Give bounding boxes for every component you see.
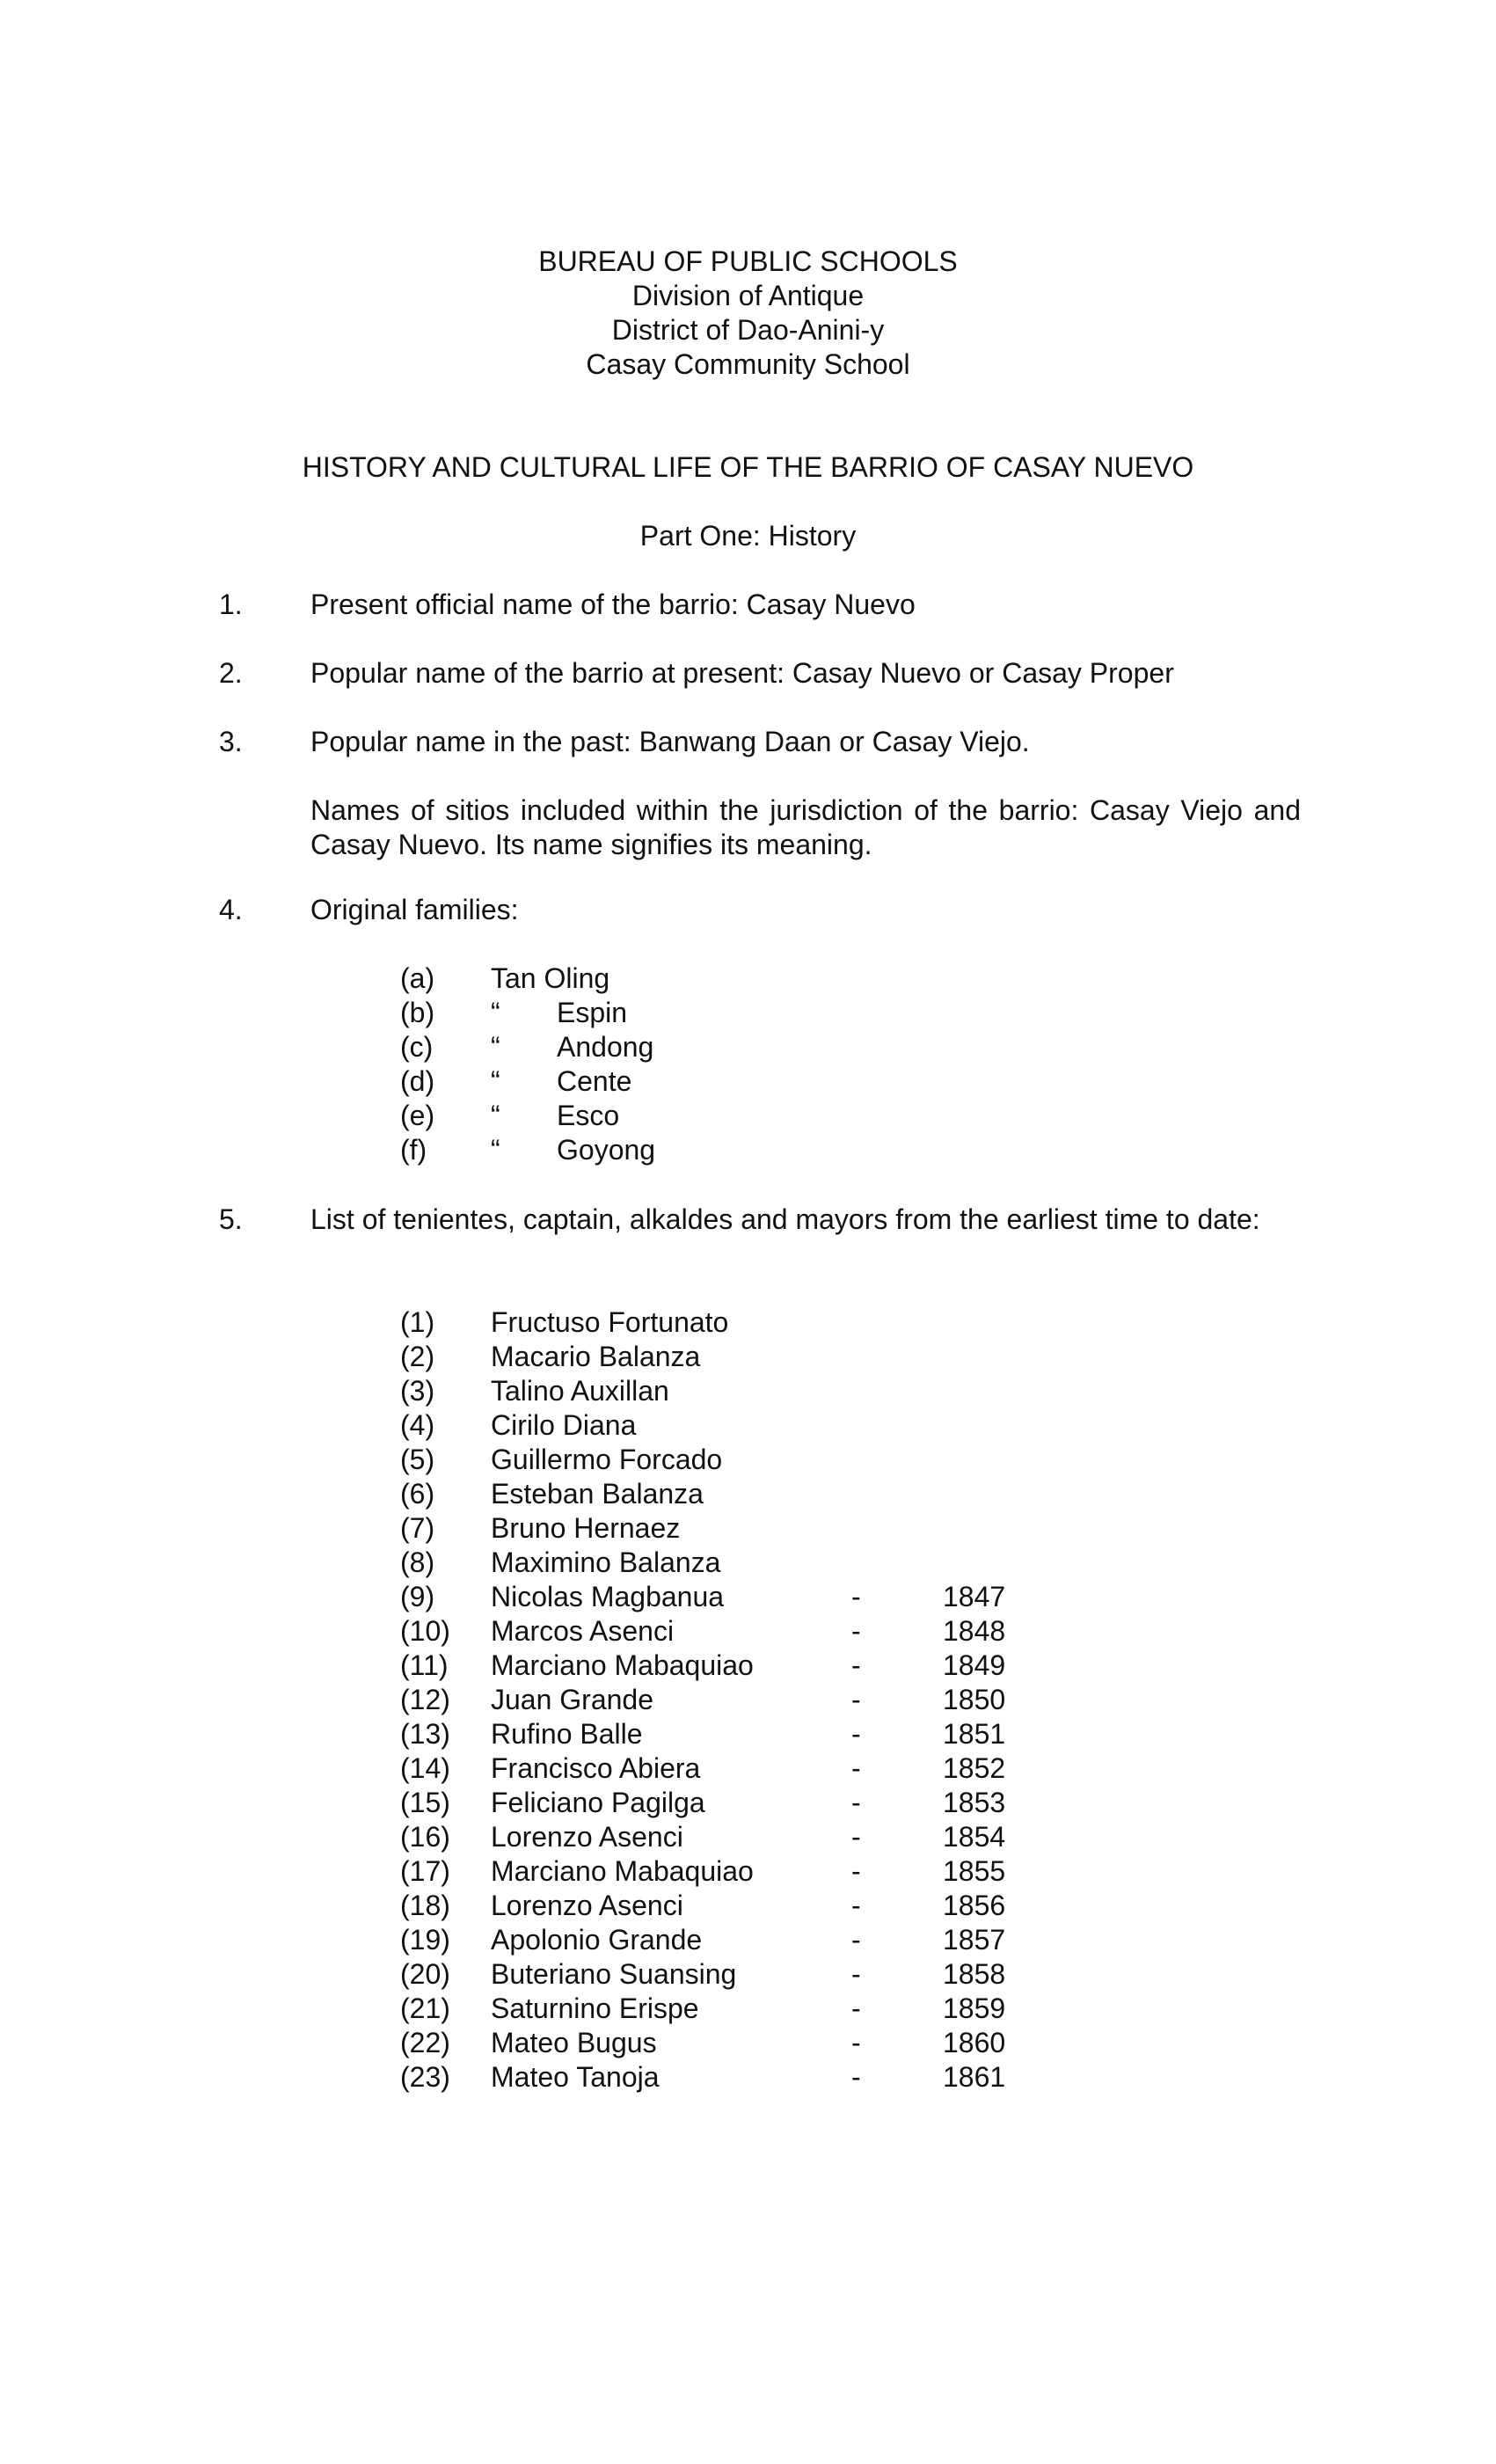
official-name: Lorenzo Asenci <box>491 1821 683 1853</box>
official-year: 1848 <box>943 1615 1006 1647</box>
official-name: Mateo Tanoja <box>491 2061 660 2093</box>
official-name: Mateo Bugus <box>491 2027 657 2058</box>
list-label: (11) <box>400 1649 449 1681</box>
list-label: (c) <box>400 1031 434 1063</box>
ditto-mark: “ <box>491 1031 500 1063</box>
official-name: Fructuso Fortunato <box>491 1306 729 1338</box>
dash-separator: - <box>851 2061 861 2093</box>
official-name: Buteriano Suansing <box>491 1958 737 1990</box>
list-label: (b) <box>400 997 435 1028</box>
official-name: Bruno Hernaez <box>491 1512 681 1544</box>
list-item <box>400 1580 1104 1614</box>
list-label: (e) <box>400 1100 435 1131</box>
header-line-division: Division of Antique <box>631 280 865 311</box>
list-item <box>400 1340 1104 1374</box>
official-year: 1855 <box>943 1855 1006 1887</box>
family-name: Cente <box>557 1065 632 1097</box>
official-name: Macario Balanza <box>491 1341 701 1372</box>
list-item <box>400 1717 1104 1751</box>
official-name: Marciano Mabaquiao <box>491 1855 754 1887</box>
list-label: (15) <box>400 1787 450 1818</box>
official-name: Nicolas Magbanua <box>491 1581 725 1612</box>
list-item <box>400 1030 752 1064</box>
list-item <box>400 1477 1104 1511</box>
list-item <box>400 1992 1104 2026</box>
official-name: Saturnino Erispe <box>491 1992 699 2024</box>
dash-separator: - <box>851 1821 861 1853</box>
list-item <box>400 1374 1104 1408</box>
list-item <box>400 1649 1104 1683</box>
item-text: Popular name of the barrio at present: Casay Nuevo or Casay Proper <box>310 657 1174 689</box>
official-year: 1860 <box>943 2027 1006 2058</box>
dash-separator: - <box>851 1992 861 2024</box>
sitios-paragraph: Names of sitios included within the jurisdiction of the barrio: Casay Viejo and Casay Nuevo. Its name signifies its meaning. <box>310 794 1301 860</box>
family-name: Esco <box>557 1100 620 1131</box>
list-item <box>400 1614 1104 1649</box>
list-item <box>400 1923 1104 1957</box>
official-year: 1850 <box>943 1684 1006 1715</box>
list-label: (13) <box>400 1718 450 1750</box>
item-number: 2. <box>219 657 243 689</box>
dash-separator: - <box>851 1752 861 1784</box>
list-label: (7) <box>400 1512 435 1544</box>
item-number: 1. <box>219 589 243 620</box>
item-text: Original families: <box>310 894 519 925</box>
list-label: (d) <box>400 1065 435 1097</box>
list-item <box>400 1957 1104 1992</box>
list-item <box>400 1511 1104 1546</box>
official-name: Guillermo Forcado <box>491 1444 723 1475</box>
dash-separator: - <box>851 1958 861 1990</box>
dash-separator: - <box>851 1684 861 1715</box>
list-item <box>400 1443 1104 1477</box>
official-year: 1856 <box>943 1890 1006 1921</box>
list-item <box>400 1099 752 1133</box>
part-heading: Part One: History <box>639 520 857 552</box>
item-number: 4. <box>219 894 243 925</box>
list-label: (19) <box>400 1924 450 1956</box>
list-label: (10) <box>400 1615 450 1647</box>
dash-separator: - <box>851 1718 861 1750</box>
list-label: (23) <box>400 2061 450 2093</box>
list-label: (5) <box>400 1444 435 1475</box>
list-item <box>400 1133 752 1167</box>
list-item <box>400 2026 1104 2060</box>
official-name: Esteban Balanza <box>491 1478 704 1510</box>
official-name: Juan Grande <box>491 1684 654 1715</box>
list-label: (f) <box>400 1134 427 1166</box>
list-item <box>400 1820 1104 1854</box>
family-name: Tan Oling <box>491 962 610 994</box>
official-year: 1857 <box>943 1924 1006 1956</box>
list-label: (a) <box>400 962 435 994</box>
official-name: Francisco Abiera <box>491 1752 701 1784</box>
item-text: Popular name in the past: Banwang Daan or Casay Viejo. <box>310 726 1030 757</box>
official-name: Talino Auxillan <box>491 1375 669 1407</box>
list-item <box>400 1854 1104 1889</box>
official-name: Cirilo Diana <box>491 1409 637 1441</box>
list-label: (20) <box>400 1958 450 1990</box>
header-line-bureau: BUREAU OF PUBLIC SCHOOLS <box>538 245 958 277</box>
ditto-mark: “ <box>491 1134 500 1166</box>
header-line-district: District of Dao-Anini-y <box>611 314 885 346</box>
dash-separator: - <box>851 1890 861 1921</box>
list-label: (8) <box>400 1546 435 1578</box>
dash-separator: - <box>851 1615 861 1647</box>
family-name: Andong <box>557 1031 654 1063</box>
document-title: HISTORY AND CULTURAL LIFE OF THE BARRIO OF CASAY NUEVO <box>302 451 1194 483</box>
list-item <box>400 961 752 996</box>
official-year: 1861 <box>943 2061 1006 2093</box>
official-name: Maximino Balanza <box>491 1546 721 1578</box>
list-label: (18) <box>400 1890 450 1921</box>
list-item <box>400 1305 1104 1340</box>
list-label: (17) <box>400 1855 450 1887</box>
list-item <box>400 1683 1104 1717</box>
list-item <box>400 996 752 1030</box>
list-label: (16) <box>400 1821 450 1853</box>
ditto-mark: “ <box>491 997 500 1028</box>
list-item <box>400 1751 1104 1786</box>
item-text: Present official name of the barrio: Casay Nuevo <box>310 589 916 620</box>
list-item <box>400 1786 1104 1820</box>
official-name: Rufino Balle <box>491 1718 643 1750</box>
list-label: (3) <box>400 1375 435 1407</box>
dash-separator: - <box>851 1581 861 1612</box>
dash-separator: - <box>851 1787 861 1818</box>
officials-list <box>400 1305 1104 2095</box>
item-number: 5. <box>219 1203 243 1235</box>
official-year: 1849 <box>943 1649 1006 1681</box>
ditto-mark: “ <box>491 1100 500 1131</box>
official-year: 1858 <box>943 1958 1006 1990</box>
document-header <box>0 245 1496 382</box>
list-item <box>400 2060 1104 2095</box>
list-label: (21) <box>400 1992 450 2024</box>
ditto-mark: “ <box>491 1065 500 1097</box>
families-list <box>400 961 752 1167</box>
official-year: 1854 <box>943 1821 1006 1853</box>
dash-separator: - <box>851 2027 861 2058</box>
official-year: 1853 <box>943 1787 1006 1818</box>
list-item <box>400 1408 1104 1443</box>
list-label: (4) <box>400 1409 435 1441</box>
dash-separator: - <box>851 1649 861 1681</box>
list-label: (22) <box>400 2027 450 2058</box>
header-line-school: Casay Community School <box>586 348 910 380</box>
list-label: (2) <box>400 1341 435 1372</box>
official-year: 1852 <box>943 1752 1006 1784</box>
list-item <box>400 1889 1104 1923</box>
dash-separator: - <box>851 1924 861 1956</box>
official-year: 1847 <box>943 1581 1006 1612</box>
list-label: (9) <box>400 1581 435 1612</box>
official-year: 1859 <box>943 1992 1006 2024</box>
family-name: Goyong <box>557 1134 656 1166</box>
list-item <box>400 1546 1104 1580</box>
dash-separator: - <box>851 1855 861 1887</box>
official-year: 1851 <box>943 1718 1006 1750</box>
official-name: Marcos Asenci <box>491 1615 675 1647</box>
list-item <box>400 1064 752 1099</box>
official-name: Apolonio Grande <box>491 1924 703 1956</box>
item-text: List of tenientes, captain, alkaldes and mayors from the earliest time to date: <box>310 1203 1260 1235</box>
official-name: Marciano Mabaquiao <box>491 1649 754 1681</box>
list-label: (1) <box>400 1306 435 1338</box>
list-label: (14) <box>400 1752 450 1784</box>
list-label: (12) <box>400 1684 450 1715</box>
item-number: 3. <box>219 726 243 757</box>
list-label: (6) <box>400 1478 435 1510</box>
official-name: Feliciano Pagilga <box>491 1787 705 1818</box>
official-name: Lorenzo Asenci <box>491 1890 683 1921</box>
family-name: Espin <box>557 997 628 1028</box>
